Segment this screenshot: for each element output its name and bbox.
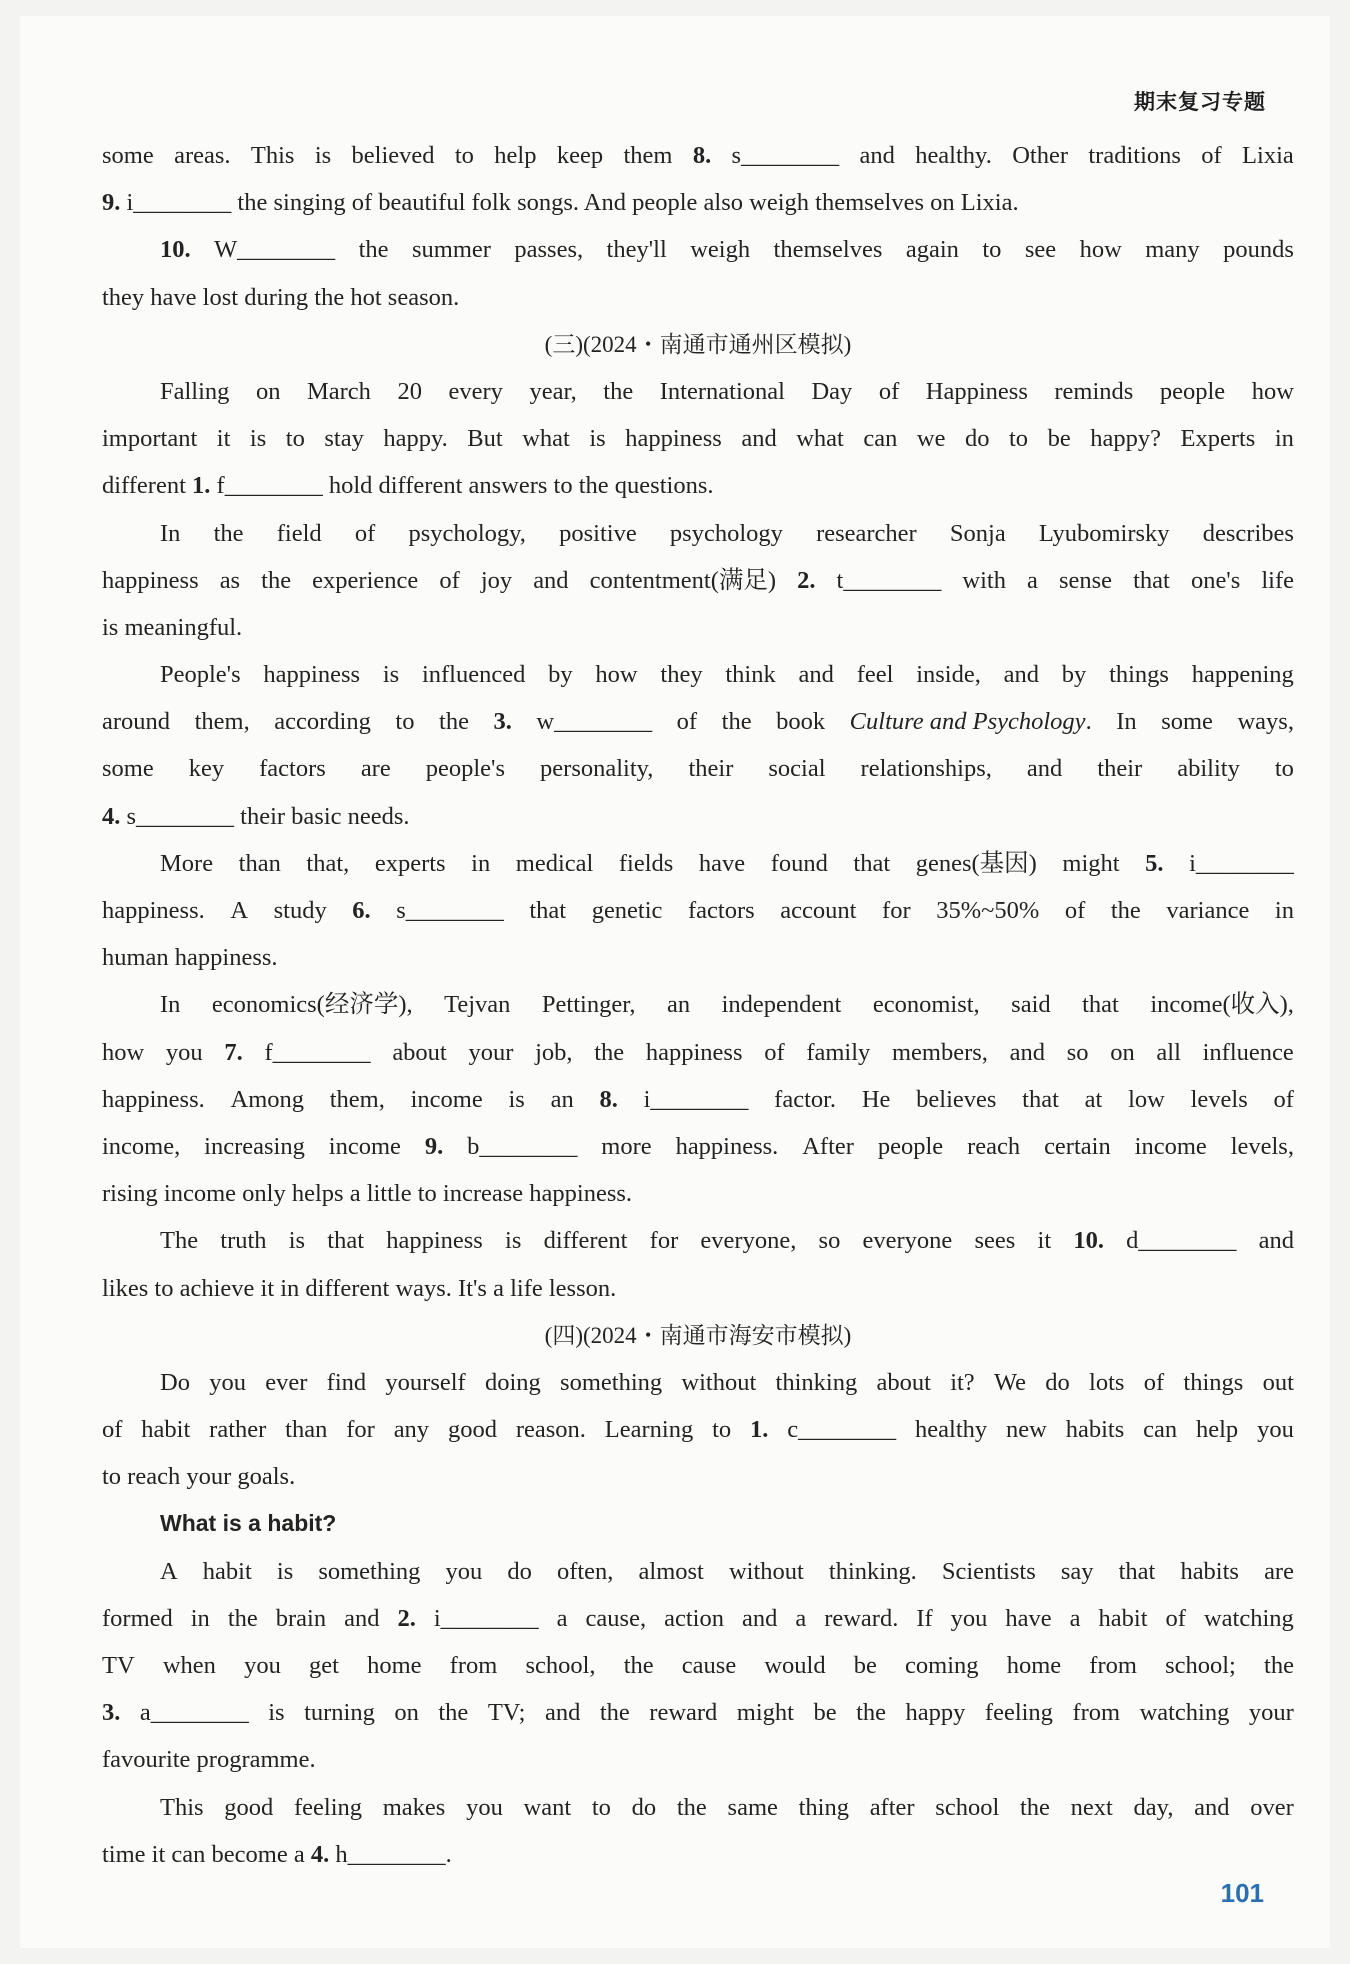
text-line: In the field of psychology, positive psychology researcher Sonja Lyubomirsky describes	[160, 519, 1294, 547]
text-line: income, increasing income 9. b________ more happiness. After people reach certain income levels,	[102, 1132, 1294, 1160]
text-line: People's happiness is influenced by how they think and feel inside, and by things happening	[160, 661, 1294, 689]
text-line: happiness. A study 6. s________ that genetic factors account for 35%~50% of the variance in	[102, 897, 1294, 924]
text-line: to reach your goals.	[102, 1463, 296, 1491]
text-line: A habit is something you do often, almost without thinking. Scientists say that habits are	[160, 1557, 1294, 1585]
page-number: 101	[1220, 1878, 1264, 1908]
text-line: likes to achieve it in different ways. It's a life lesson.	[102, 1274, 617, 1302]
text-line: The truth is that happiness is different for everyone, so everyone sees it 10. d________ and	[160, 1227, 1294, 1255]
text-line: 9. i________ the singing of beautiful folk songs. And people also weigh themselves on Lixia.	[102, 189, 1019, 217]
text-line: More than that, experts in medical fields have found that genes(基因) might 5. i________	[160, 849, 1294, 877]
text-line: (三)(2024・南通市通州区模拟)	[544, 331, 852, 357]
text-line: (四)(2024・南通市海安市模拟)	[544, 1322, 852, 1348]
text-line: Falling on March 20 every year, the International Day of Happiness reminds people how	[160, 377, 1294, 405]
text-line: 10. W________ the summer passes, they'll weigh themselves again to see how many pounds	[160, 236, 1294, 264]
text-line: human happiness.	[102, 944, 278, 972]
text-line: they have lost during the hot season.	[102, 283, 460, 311]
text-line: TV when you get home from school, the cause would be coming home from school; the	[102, 1652, 1294, 1679]
text-line: some key factors are people's personality, their social relationships, and their ability to	[102, 755, 1294, 783]
text-line: Do you ever find yourself doing something without thinking about it? We do lots of things out	[160, 1368, 1294, 1396]
text-line: some areas. This is believed to help keep them 8. s________ and healthy. Other traditions of Lixia	[102, 142, 1294, 169]
document-page	[20, 16, 1330, 1948]
text-line: happiness as the experience of joy and contentment(满足) 2. t________ with a sense that one's life	[102, 566, 1294, 594]
text-line: This good feeling makes you want to do the same thing after school the next day, and over	[160, 1793, 1294, 1821]
text-line: is meaningful.	[102, 613, 243, 641]
section-header: 期末复习专题	[1134, 90, 1266, 114]
text-line: favourite programme.	[102, 1746, 316, 1774]
text-line: happiness. Among them, income is an 8. i________ factor. He believes that at low levels of	[102, 1085, 1294, 1113]
text-line: formed in the brain and 2. i________ a cause, action and a reward. If you have a habit of watching	[102, 1604, 1294, 1632]
passage-text	[102, 132, 1294, 1878]
text-line: 3. a________ is turning on the TV; and the reward might be the happy feeling from watching your	[102, 1699, 1294, 1727]
text-line: In economics(经济学), Tejvan Pettinger, an independent economist, said that income(收入),	[160, 991, 1294, 1019]
text-line: different 1. f________ hold different answers to the questions.	[102, 472, 714, 500]
text-line: of habit rather than for any good reason. Learning to 1. c________ healthy new habits can help you	[102, 1416, 1294, 1444]
text-line: time it can become a 4. h________.	[102, 1840, 452, 1868]
text-line: how you 7. f________ about your job, the happiness of family members, and so on all influence	[102, 1038, 1294, 1066]
text-line: rising income only helps a little to increase happiness.	[102, 1180, 633, 1208]
text-line: 4. s________ their basic needs.	[102, 802, 410, 830]
text-line: What is a habit?	[160, 1510, 337, 1537]
text-line: important it is to stay happy. But what is happiness and what can we do to be happy? Experts in	[102, 425, 1294, 453]
text-line: around them, according to the 3. w________ of the book Culture and Psychology. In some ways,	[102, 708, 1294, 736]
